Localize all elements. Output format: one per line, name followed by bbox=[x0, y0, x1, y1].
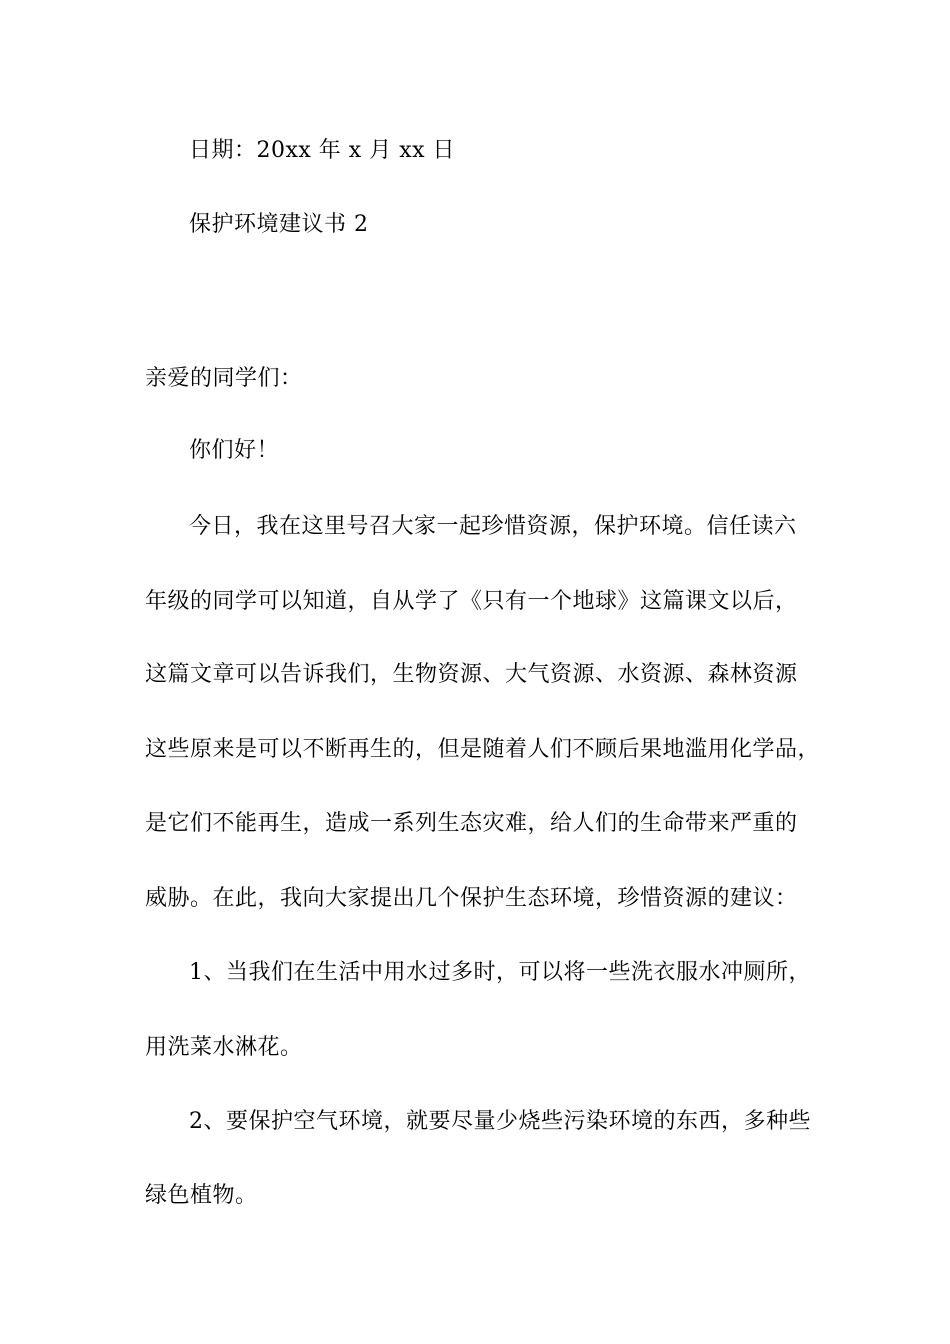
salutation: 亲爱的同学们： bbox=[145, 366, 303, 391]
paragraph-line: 今日，我在这里号召大家一起珍惜资源，保护环境。信任读六 bbox=[189, 514, 797, 539]
document-title: 保护环境建议书 2 bbox=[189, 212, 369, 237]
paragraph-line: 这篇文章可以告诉我们，生物资源、大气资源、水资源、森林资源 bbox=[145, 662, 798, 687]
list-item-line: 绿色植物。 bbox=[145, 1183, 258, 1208]
greeting: 你们好！ bbox=[189, 438, 280, 463]
paragraph-line: 年级的同学可以知道，自从学了《只有一个地球》这篇课文以后， bbox=[145, 589, 798, 614]
list-item-line: 1、当我们在生活中用水过多时，可以将一些洗衣服水冲厕所， bbox=[189, 960, 811, 985]
paragraph-line: 这些原来是可以不断再生的，但是随着人们不顾后果地滥用化学品， bbox=[145, 737, 821, 762]
paragraph-line: 威胁。在此，我向大家提出几个保护生态环境，珍惜资源的建议： bbox=[145, 886, 798, 911]
date-line: 日期：20xx 年 x 月 xx 日 bbox=[189, 138, 455, 163]
list-item-line: 用洗菜水淋花。 bbox=[145, 1035, 303, 1060]
list-item-line: 2、要保护空气环境，就要尽量少烧些污染环境的东西，多种些 bbox=[189, 1109, 811, 1134]
paragraph-line: 是它们不能再生，造成一系列生态灾难，给人们的生命带来严重的 bbox=[145, 811, 798, 836]
